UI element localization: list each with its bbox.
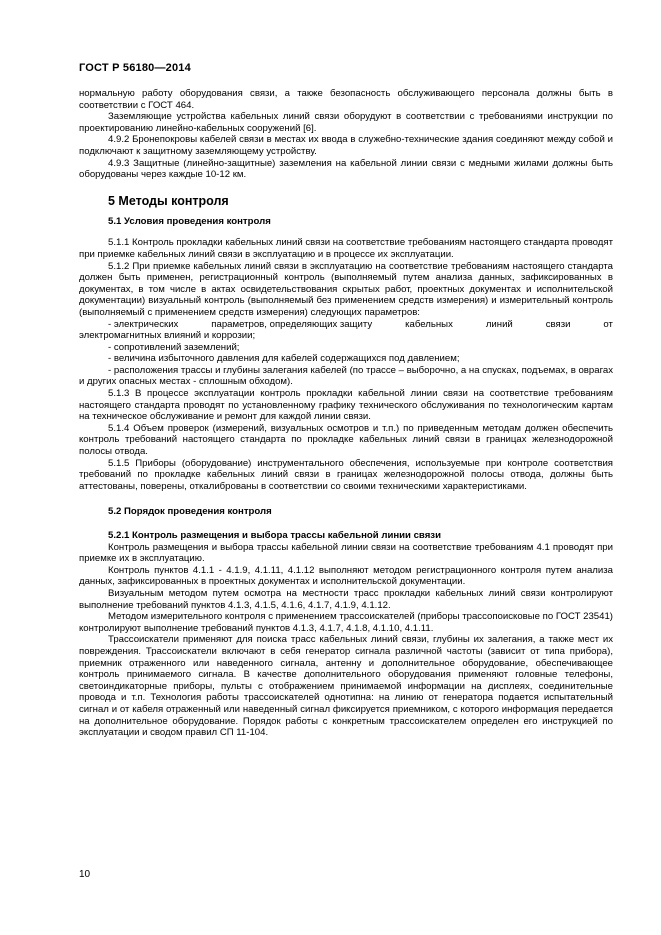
paragraph: 5.1.2 При приемке кабельных линий связи в эксплуатацию на соответствие требованиям настоящего стандарта должен быть применен, регистрационный контроль (выполняемый путем анализа данных, зафиксированных в документах, в том числе в актах освидетельствования скрытых работ, проектных документах и исполнительской документации) визуальный контроль (выполняемый без применением средств измерения) и измерительный контроль (выполняемый с применением средств измерения) следующих параметров:: [79, 260, 613, 318]
paragraph: Контроль размещения и выбора трассы кабельной линии связи на соответствие требованиям 4.1 проводят при приемке их в эксплуатацию.: [79, 541, 613, 565]
list-item: - величина избыточного давления для кабелей содержащихся под давлением;: [108, 353, 460, 365]
list-item-word: от: [603, 318, 613, 330]
clause-heading: 5.2.1 Контроль размещения и выбора трассы кабельной линии связи: [108, 530, 441, 541]
list-item-continuation: электромагнитных влияний и коррозии;: [79, 330, 256, 342]
paragraph: Трассоискатели применяют для поиска трасс кабельных линий связи, глубины их залегания, а также мест их повреждения. Трассоискатели включают в себя генератор сигнала различной частоты (зависит от типа прибора), приемник отраженного или наведенного сигнала, антенну и дополнительное оборудование, обеспечивающее контроль принимаемого сигнала. В качестве дополнительного оборудования применяют головные телефоны, светоиндикаторные приборы, пульты с отображением принимаемой информации на дисплеях, соединительные провода и т.п. Технология работы трассоискателей однотипна: на линию от генератора подается испытательный сигнал и от кабеля отраженный или наведенный сигнал фиксируется приемником, с которого информация передается на дополнительное оборудование. Порядок работы с конкретным трассоискателем определен его инструкцией по эксплуатации и сводом правил СП 11-104.: [79, 634, 613, 739]
list-item: - расположения трассы и глубины залегания кабелей (по трассе – выборочно, а на спусках, подъемах, в оврагах и других опасных местах - сплошным обходом).: [79, 364, 613, 388]
list-item-word: параметров, определяющих защиту: [211, 318, 373, 330]
list-item-word: - электрических: [108, 318, 179, 330]
list-item-word: линий: [485, 318, 513, 330]
subsection-heading: 5.2 Порядок проведения контроля: [108, 506, 272, 518]
paragraph: нормальную работу оборудования связи, а также безопасность обслуживающего персонала должны быть в соответствии с ГОСТ 464.: [79, 88, 613, 111]
section-heading: 5 Методы контроля: [108, 193, 229, 208]
subsection-heading: 5.1 Условия проведения контроля: [108, 215, 271, 227]
list-item: [79, 319, 613, 331]
page-number: 10: [79, 869, 91, 880]
paragraph: 4.9.2 Бронепокровы кабелей связи в местах их ввода в служебно-технические здания соединяют между собой и подключают к защитному заземляющему устройству.: [79, 134, 613, 157]
list-item: - сопротивлений заземлений;: [108, 341, 240, 353]
list-item-word: кабельных: [405, 318, 453, 330]
document-header: ГОСТ Р 56180—2014: [79, 62, 191, 74]
paragraph: 4.9.3 Защитные (линейно-защитные) заземления на кабельной линии связи с медными жилами должны быть оборудованы через каждые 10-12 км.: [79, 157, 613, 181]
paragraph: 5.1.1 Контроль прокладки кабельных линий связи на соответствие требованиям настоящего стандарта проводят при приемке кабельных линий связи в эксплуатацию и в процессе их эксплуатации.: [79, 237, 613, 260]
paragraph: 5.1.5 Приборы (оборудование) инструментального обеспечения, используемые при контроле соответствия требований по прокладке кабельных линий связи в границах железнодорожной полосы отвода, должны быть аттестованы, поверены, откалиброваны в соответствии со своими техническими характеристиками.: [79, 457, 613, 492]
paragraph: 5.1.3 В процессе эксплуатации контроль прокладки кабельной линии связи на соответствие требованиям настоящего стандарта проводят по установленному графику технического обслуживания по технологическим картам на техническое обслуживание и ремонт для каждой линии связи.: [79, 388, 613, 423]
paragraph: Методом измерительного контроля с применением трассоискателей (приборы трассопоисковые по ГОСТ 23541) контролируют выполнение требований пунктов 4.1.3, 4.1.7, 4.1.8, 4.1.10, 4.1.11.: [79, 611, 613, 634]
paragraph: Визуальным методом путем осмотра на местности трасс прокладки кабельных линий связи контролируют выполнение требований пунктов 4.1.3, 4.1.5, 4.1.6, 4.1.7, 4.1.9, 4.1.12.: [79, 587, 613, 611]
paragraph: 5.1.4 Объем проверок (измерений, визуальных осмотров и т.п.) по приведенным методам должен обеспечить контроль требований настоящего стандарта по прокладке кабельных линий связи в границах железнодорожной полосы отвода.: [79, 422, 613, 458]
paragraph: Заземляющие устройства кабельных линий связи оборудуют в соответствии с требованиями инструкции по проектированию линейно-кабельных сооружений [6].: [79, 111, 613, 134]
list-item-word: связи: [545, 318, 571, 330]
document-body: [79, 88, 613, 739]
paragraph: Контроль пунктов 4.1.1 - 4.1.9, 4.1.11, 4.1.12 выполняют методом регистрационного контроля путем анализа данных, зафиксированных в проектных документах и исполнительской документации.: [79, 564, 613, 588]
